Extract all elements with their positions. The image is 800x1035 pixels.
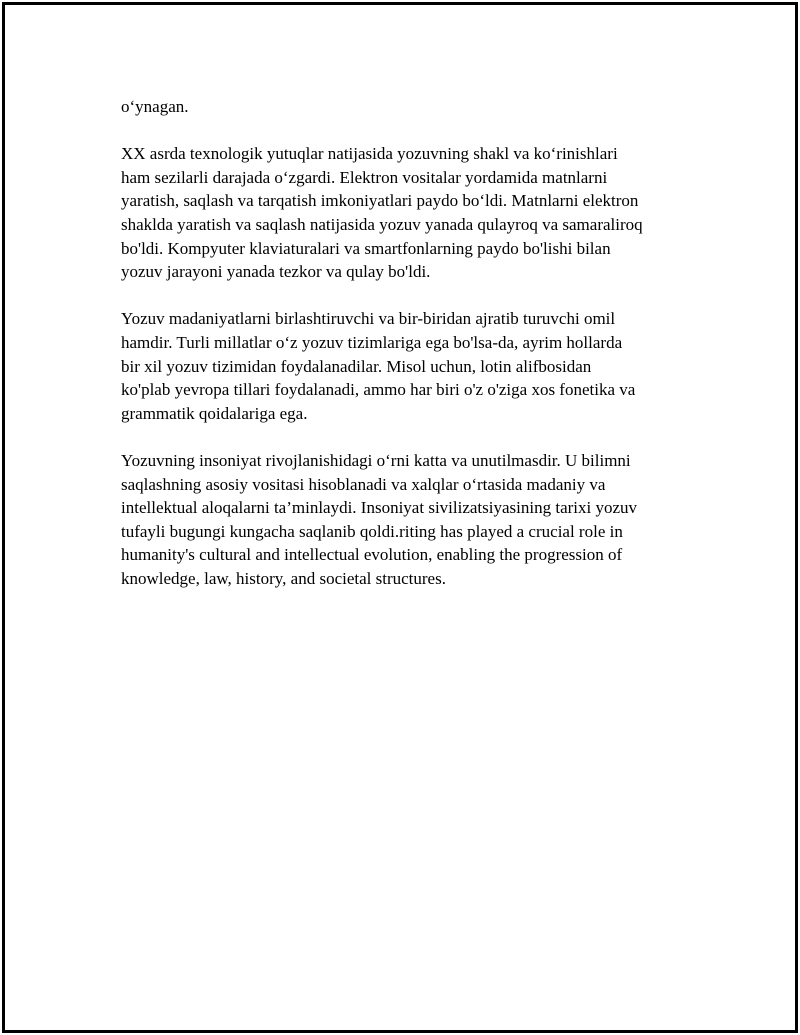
text-line: yaratish, saqlash va tarqatish imkoniyatlari paydo bo‘ldi. Matnlarni elektron: [121, 191, 639, 211]
text-line: ko'plab yevropa tillari foydalanadi, ammo har biri o'z o'ziga xos fonetika va: [121, 380, 636, 400]
text-line: tufayli bugungi kungacha saqlanib qoldi.riting has played a crucial role in: [121, 521, 623, 541]
text-line: humanity's cultural and intellectual evolution, enabling the progression of: [121, 545, 623, 565]
text-line: XX asrda texnologik yutuqlar natijasida yozuvning shakl va ko‘rinishlari: [121, 144, 618, 164]
paragraph-4: [121, 449, 701, 591]
text-line: Yozuvning insoniyat rivojlanishidagi o‘rni katta va unutilmasdir. U bilimni: [121, 450, 631, 470]
text-line: shaklda yaratish va saqlash natijasida yozuv yanada qulayroq va samaraliroq: [121, 214, 643, 234]
text-line: o‘ynagan.: [121, 97, 189, 116]
document-body: [121, 95, 701, 614]
page-frame: [2, 2, 798, 1033]
paragraph-3: [121, 307, 701, 425]
text-line: Yozuv madaniyatlarni birlashtiruvchi va bir-biridan ajratib turuvchi omil: [121, 309, 616, 329]
text-line: saqlashning asosiy vositasi hisoblanadi va xalqlar o‘rtasida madaniy va: [121, 474, 606, 494]
text-line: knowledge, law, history, and societal structures.: [121, 568, 446, 588]
text-line: ham sezilarli darajada o‘zgardi. Elektron vositalar yordamida matnlarni: [121, 167, 608, 187]
text-line: bir xil yozuv tizimidan foydalanadilar. Misol uchun, lotin alifbosidan: [121, 356, 592, 376]
paragraph-2: [121, 142, 701, 284]
text-line: hamdir. Turli millatlar o‘z yozuv tizimlariga ega bo'lsa-da, ayrim hollarda: [121, 332, 623, 352]
text-line: intellektual aloqalarni ta’minlaydi. Insoniyat sivilizatsiyasining tarixi yozuv: [121, 498, 638, 518]
text-line: yozuv jarayoni yanada tezkor va qulay bo'ldi.: [121, 262, 431, 282]
text-line: grammatik qoidalariga ega.: [121, 403, 308, 423]
paragraph-1: [121, 95, 701, 119]
text-line: bo'ldi. Kompyuter klaviaturalari va smartfonlarning paydo bo'lishi bilan: [121, 238, 611, 258]
